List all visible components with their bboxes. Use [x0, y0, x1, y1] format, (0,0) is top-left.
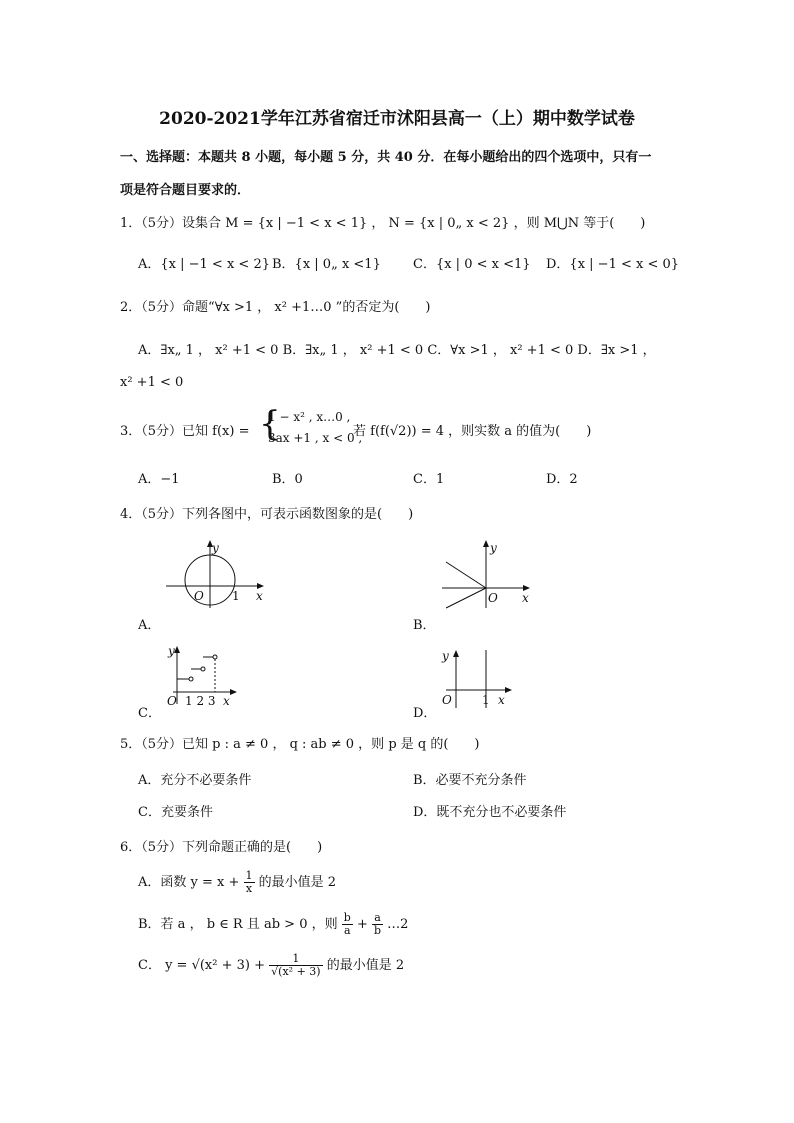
q5-option-d: D．既不充分也不必要条件 [413, 805, 567, 820]
q2-option-d-cont: x² +1 < 0 [120, 375, 184, 390]
q3-option-b: B．0 [272, 472, 303, 487]
q3-option-d: D．2 [546, 472, 578, 487]
q6-a-fraction [244, 870, 255, 895]
q5-option-a: A．充分不必要条件 [138, 773, 252, 788]
graph-c-origin-label: O [167, 694, 177, 708]
q6-option-c [138, 953, 404, 978]
q1-option-b: B．{x | 0„ x <1} [272, 257, 381, 272]
graph-a-origin-label: O [194, 589, 204, 603]
q1-option-a: A．{x | −1 < x < 2} [138, 257, 270, 272]
graph-d-y-label: y [442, 649, 449, 663]
graph-a-x-label: x [256, 589, 263, 603]
graph-d-origin-label: O [442, 693, 452, 707]
graph-d-vertical-line [438, 646, 518, 710]
q6-b-fraction-2 [372, 912, 383, 937]
q6-b-fraction-1 [342, 912, 353, 937]
q4-option-d: D． [413, 706, 437, 721]
q2-options: A．∃x„ 1 ， x² +1 < 0 B．∃x„ 1 ， x² +1 < 0 C．∀x >1 ， x² +1 < 0 D．∃x >1 ， [138, 343, 656, 358]
q4-option-a: A． [138, 618, 161, 633]
q1-option-c: C．{x | 0 < x <1} [413, 257, 531, 272]
graph-d-x-label: x [498, 693, 505, 707]
graph-a-one-label: 1 [232, 589, 240, 603]
graph-b-rays [436, 540, 546, 610]
q5-option-b: B．必要不充分条件 [413, 773, 527, 788]
q6-c-num: 1 [269, 953, 322, 966]
q6-b-den-2: b [373, 924, 382, 937]
q6-b-num-2: a [372, 912, 383, 925]
piecewise-brace: { [259, 404, 281, 444]
graph-c-ticks-label: 1 2 3 [185, 694, 216, 708]
graph-c-step [165, 642, 245, 710]
page-title: 2020-2021学年江苏省宿迁市沭阳县高一（上）期中数学试卷 [159, 109, 635, 129]
q6-c-pre: C． y = √(x² + 3) + [138, 958, 266, 973]
section-heading-line2: 项是符合题目要求的． [120, 183, 251, 198]
question-3-stem-post: 若 f(f(√2)) = 4 ，则实数 a 的值为( ) [353, 424, 592, 439]
q6-option-a [138, 870, 336, 895]
q6-c-fraction [269, 953, 322, 978]
graph-c-x-label: x [223, 694, 230, 708]
question-4-stem: 4．（5分）下列各图中，可表示函数图象的是( ) [120, 507, 414, 522]
graph-d-one-label: 1 [482, 693, 490, 707]
q1-option-d: D．{x | −1 < x < 0} [546, 257, 680, 272]
q6-b-pre: B．若 a ， b ∈ R 且 ab > 0 ，则 [138, 917, 338, 932]
graph-b-x-label: x [522, 591, 529, 605]
q6-b-den-1: a [343, 924, 351, 937]
question-5-stem: 5．（5分）已知 p : a ≠ 0 ， q : ab ≠ 0 ，则 p 是 q 的( ) [120, 737, 480, 752]
q3-option-a: A．−1 [138, 472, 180, 487]
q3-option-c: C．1 [413, 472, 445, 487]
graph-c-y-label: y [168, 644, 175, 658]
q6-b-post: …2 [387, 917, 409, 932]
graph-b-y-label: y [490, 541, 497, 555]
q5-option-c: C．充要条件 [138, 805, 213, 820]
q4-option-c: C． [138, 706, 161, 721]
section-heading-line1: 一、选择题：本题共 8 小题，每小题 5 分，共 40 分．在每小题给出的四个选项中，只有一 [120, 150, 652, 165]
q6-b-num-1: b [343, 911, 351, 924]
question-6-stem: 6．（5分）下列命题正确的是( ) [120, 840, 323, 855]
q6-a-num: 1 [245, 869, 253, 882]
q6-c-post: 的最小值是 2 [326, 958, 405, 973]
graph-b-origin-label: O [488, 591, 498, 605]
q4-option-b: B． [413, 618, 436, 633]
piecewise-case-1: 1 − x² , x…0 , [268, 410, 351, 424]
q6-a-pre: A．函数 y = x + [138, 875, 240, 890]
q6-option-b [138, 912, 408, 937]
q6-b-plus: + [356, 917, 368, 932]
q6-c-den: √(x² + 3) [271, 965, 321, 978]
piecewise-case-2: 3ax +1 , x < 0 , [268, 431, 363, 445]
q6-a-post: 的最小值是 2 [258, 875, 337, 890]
question-3-stem-pre: 3．（5分）已知 f(x) = [120, 424, 250, 439]
question-2-stem: 2．（5分）命题“∀x >1 ， x² +1…0 ”的否定为( ) [120, 300, 431, 315]
graph-a-circle [160, 540, 270, 610]
graph-a-y-label: y [212, 541, 219, 555]
question-1-stem: 1．（5分）设集合 M = {x | −1 < x < 1} ， N = {x | 0„ x < 2} ，则 M⋃N 等于( ) [120, 216, 646, 231]
q6-a-den: x [245, 882, 253, 895]
